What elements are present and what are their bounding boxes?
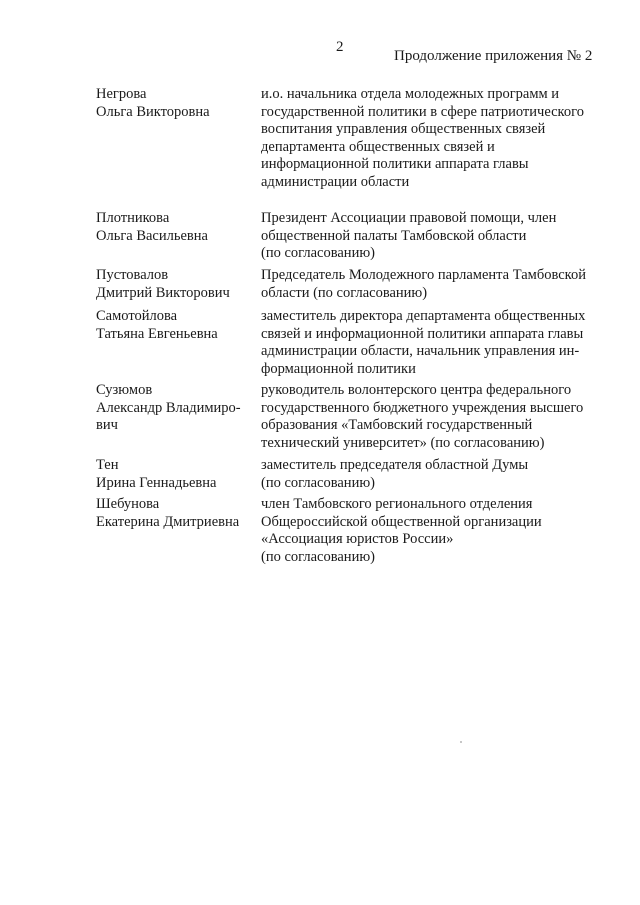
position-line: «Ассоциация юристов России» <box>261 531 454 547</box>
position-line: государственного бюджетного учреждения высшего <box>261 399 584 416</box>
position-line: области (по согласованию) <box>261 284 428 301</box>
member-surname: Негрова <box>96 86 147 102</box>
position-line: технический университет» (по согласованию) <box>261 434 545 451</box>
position-line: информационной политики аппарата главы <box>261 156 529 172</box>
member-position <box>261 457 617 492</box>
member-position <box>261 210 617 263</box>
position-line: и.о. начальника отдела молодежных программ и <box>261 86 560 102</box>
position-line: (по согласованию) <box>261 245 375 261</box>
position-line: Президент Ассоциации правовой помощи, член <box>261 210 557 226</box>
member-given-names: Ирина Геннадьевна <box>96 474 217 491</box>
member-surname: Плотникова <box>96 210 170 226</box>
member-name <box>96 267 256 302</box>
member-position <box>261 86 617 191</box>
position-line: Общероссийской общественной организации <box>261 513 542 530</box>
member-position <box>261 496 617 566</box>
position-line: формационной политики <box>261 360 416 377</box>
appendix-continuation-title: Продолжение приложения № 2 <box>394 48 593 64</box>
page-number: 2 <box>336 39 344 55</box>
member-position <box>261 267 617 302</box>
member-given-names: Татьяна Евгеньевна <box>96 325 218 342</box>
position-line: заместитель председателя областной Думы <box>261 457 529 473</box>
member-given-names: Дмитрий Викторович <box>96 284 230 301</box>
position-line: (по согласованию) <box>261 474 375 491</box>
position-line: общественной палаты Тамбовской области <box>261 227 527 244</box>
member-surname: Сузюмов <box>96 382 153 398</box>
position-line: государственной политики в сфере патриотического <box>261 103 584 120</box>
member-surname: Шебунова <box>96 496 160 512</box>
member-name <box>96 382 256 435</box>
member-surname: Пустовалов <box>96 267 169 283</box>
member-name <box>96 457 256 492</box>
member-given-names: Александр Владимиро- <box>96 399 241 416</box>
member-name <box>96 210 256 245</box>
member-position <box>261 308 617 378</box>
position-line: член Тамбовского регионального отделения <box>261 496 533 512</box>
member-name <box>96 308 256 343</box>
position-line: (по согласованию) <box>261 548 375 565</box>
member-surname: Тен <box>96 457 119 473</box>
position-line: администрации области, начальник управления ин- <box>261 343 580 359</box>
member-given-names-cont: вич <box>96 417 118 433</box>
position-line: администрации области <box>261 173 410 190</box>
member-given-names: Ольга Викторовна <box>96 103 210 120</box>
position-line: Председатель Молодежного парламента Тамбовской <box>261 267 586 283</box>
position-line: руководитель волонтерского центра федерального <box>261 382 572 398</box>
position-line: образования «Тамбовский государственный <box>261 417 533 433</box>
member-position <box>261 382 617 452</box>
position-line: департамента общественных связей и <box>261 138 495 155</box>
member-name <box>96 496 256 531</box>
position-line: заместитель директора департамента общественных <box>261 308 586 324</box>
scan-speck <box>460 741 462 743</box>
position-line: связей и информационной политики аппарата главы <box>261 325 584 342</box>
member-given-names: Екатерина Дмитриевна <box>96 513 240 530</box>
member-surname: Самотойлова <box>96 308 178 324</box>
member-given-names: Ольга Васильевна <box>96 227 208 244</box>
member-name <box>96 86 256 121</box>
position-line: воспитания управления общественных связей <box>261 121 546 137</box>
